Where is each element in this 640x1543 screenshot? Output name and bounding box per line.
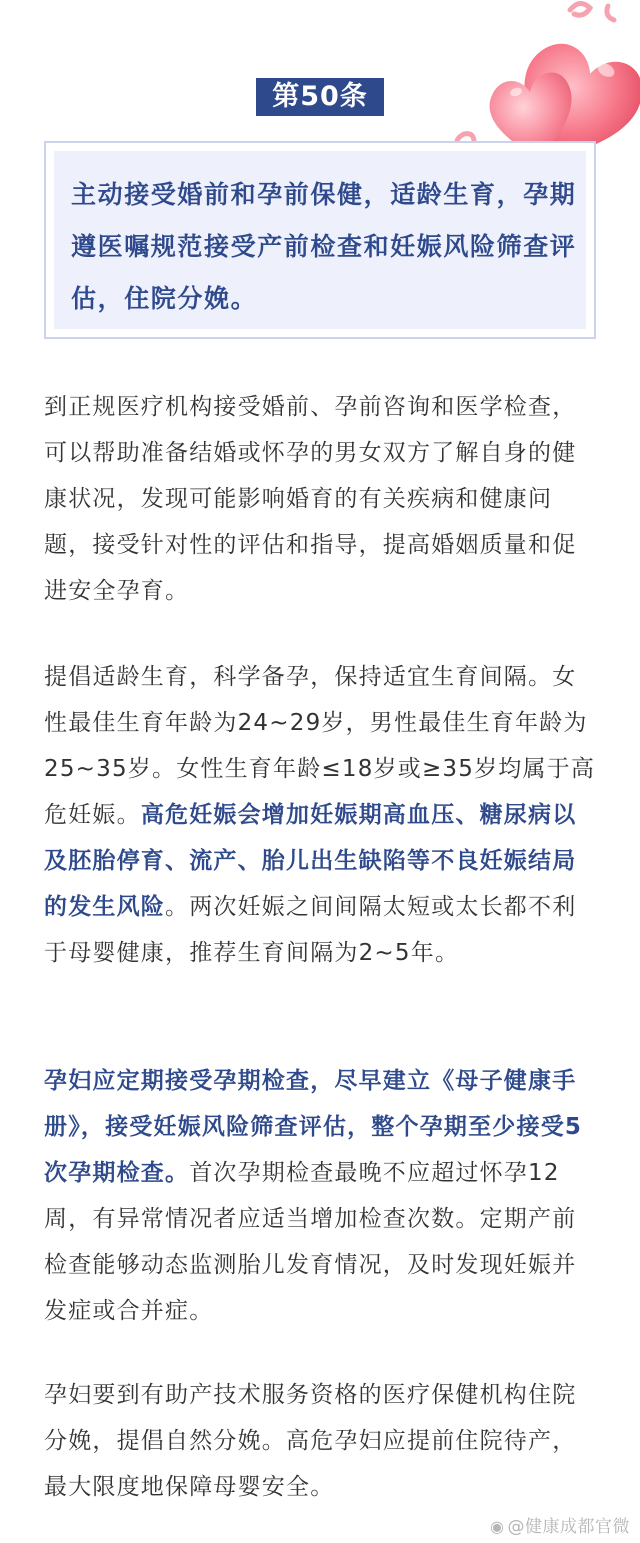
paragraph-2-text-after: 。两次妊娠之间间隔太短或太长都不利于母婴健康，推荐生育间隔为2~5年。 xyxy=(44,894,577,966)
paragraph-3-text-after: 首次孕期检查最晚不应超过怀孕12周，有异常情况者应适当增加检查次数。定期产前检查能够动态监测胎儿发育情况，及时发现妊娠并发症或合并症。 xyxy=(44,1160,577,1324)
paragraph-1: 到正规医疗机构接受婚前、孕前咨询和医学检查，可以帮助准备结婚或怀孕的男女双方了解自身的健康状况，发现可能影响婚育的有关疾病和健康问题，接受针对性的评估和指导，提高婚姻质量和促进安全孕育。 xyxy=(44,394,577,604)
weibo-icon: ◉ xyxy=(490,1517,505,1536)
paragraph-4: 孕妇要到有助产技术服务资格的医疗保健机构住院分娩，提倡自然分娩。高危孕妇应提前住院待产，最大限度地保障母婴安全。 xyxy=(44,1382,577,1500)
paragraph-3-highlight: 孕妇应定期接受孕期检查，尽早建立《母子健康手册》，接受妊娠风险筛查评估，整个孕期至少接受5次孕期检查。 xyxy=(44,1068,583,1186)
article-number-badge: 第50条 xyxy=(256,78,384,116)
paragraph-3 xyxy=(44,1058,598,1334)
paragraph-2 xyxy=(44,654,598,976)
summary-text: 主动接受婚前和孕前保健，适龄生育，孕期遵医嘱规范接受产前检查和妊娠风险筛查评估，住院分娩。 xyxy=(71,180,577,313)
summary-box-inner xyxy=(54,151,586,329)
paragraph-2-text-before: 提倡适龄生育，科学备孕，保持适宜生育间隔。女性最佳生育年龄为24~29岁，男性最佳生育年龄为25~35岁。女性生育年龄≤18岁或≥35岁均属于高危妊娠。 xyxy=(44,664,596,828)
summary-box xyxy=(44,141,596,339)
paragraph-2-highlight: 高危妊娠会增加妊娠期高血压、糖尿病以及胚胎停育、流产、胎儿出生缺陷等不良妊娠结局的发生风险 xyxy=(44,802,577,920)
watermark xyxy=(490,1512,630,1537)
watermark-text: @健康成都官微 xyxy=(507,1517,630,1537)
